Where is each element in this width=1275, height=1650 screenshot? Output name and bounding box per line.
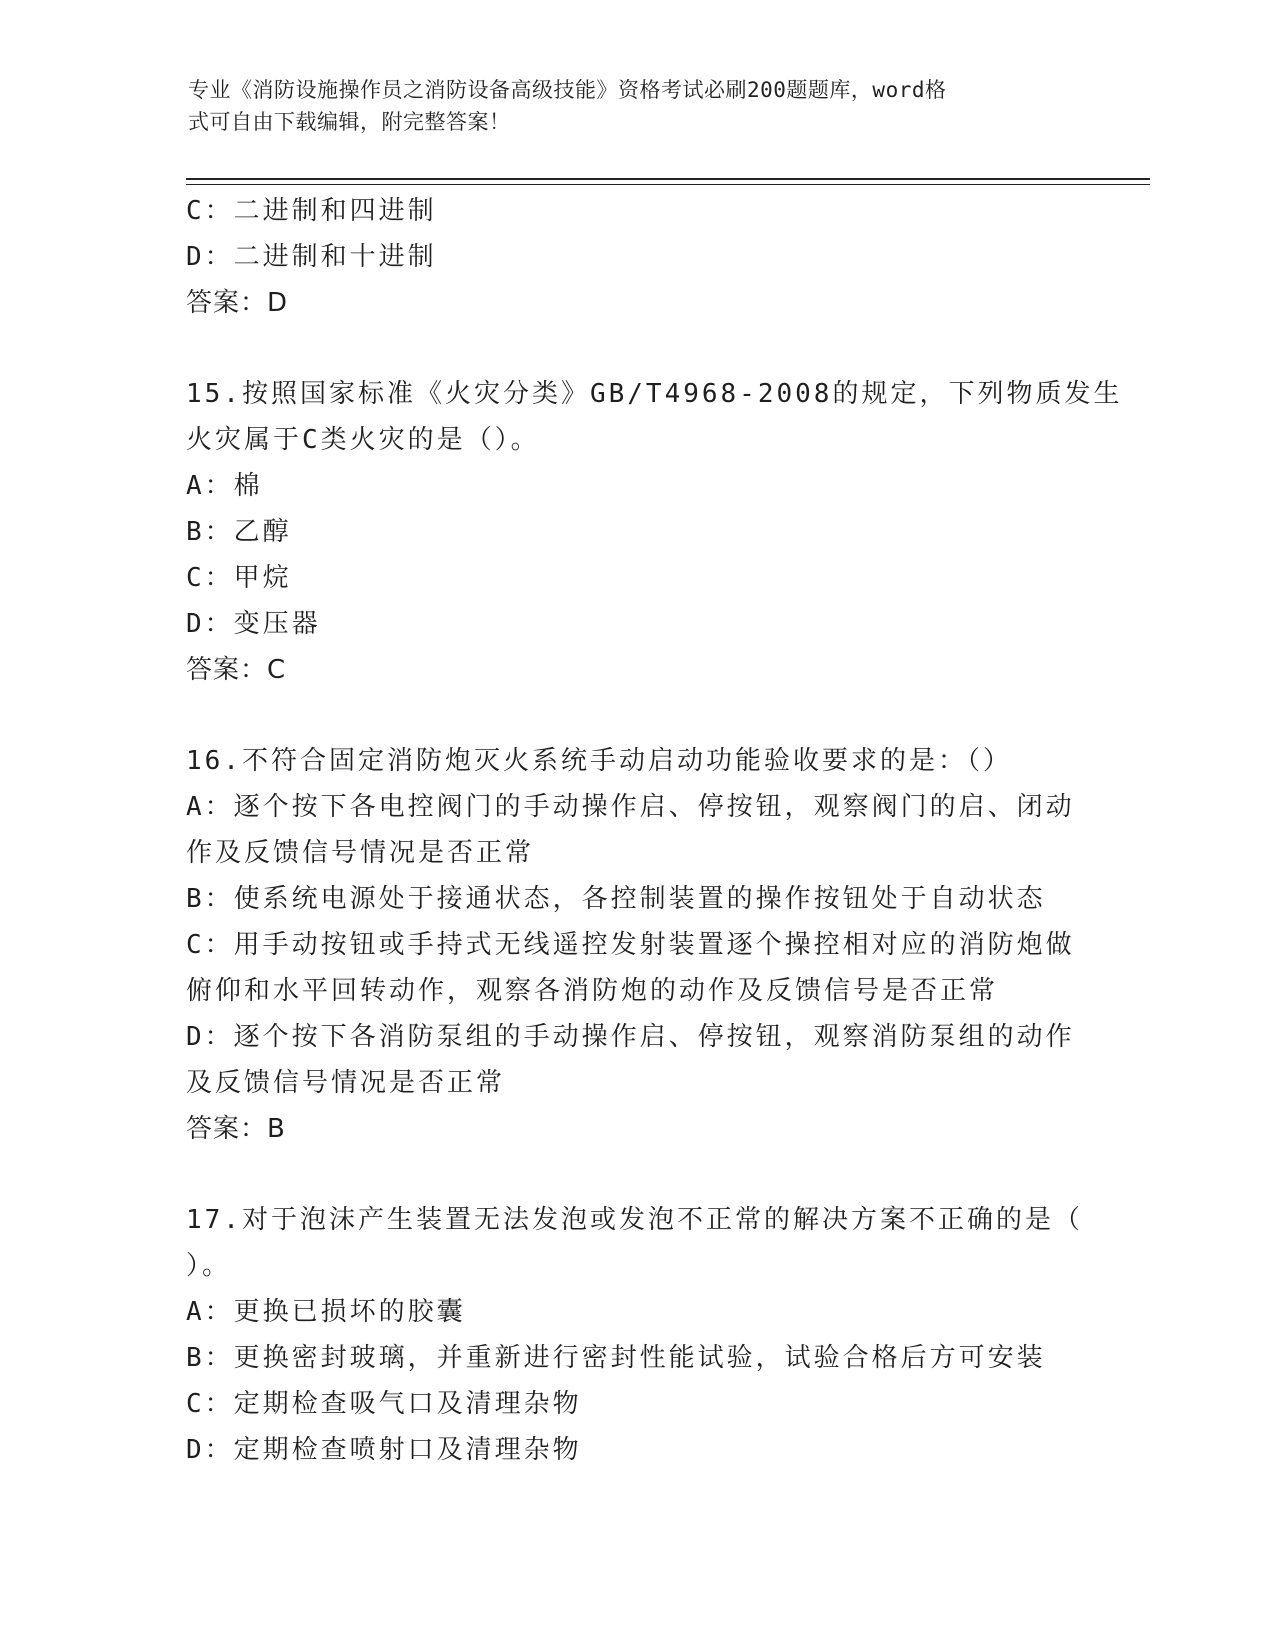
- q16-option-a-line-2: 作及反馈信号情况是否正常: [186, 838, 535, 868]
- q17-stem-line-2: ）。: [186, 1251, 232, 1281]
- question-16: [186, 738, 1086, 1152]
- q14-answer: 答案：D: [186, 288, 289, 318]
- q15-answer: 答案：C: [186, 655, 287, 685]
- header-rule-thick: [186, 178, 1150, 180]
- q15-option-d: D：变压器: [186, 609, 321, 639]
- q16-answer: 答案：B: [186, 1114, 286, 1144]
- question-content: [186, 188, 1123, 1473]
- q17-option-c: C：定期检查吸气口及清理杂物: [186, 1389, 582, 1419]
- question-17: [186, 1197, 1086, 1473]
- q16-stem-line-1: 16.不符合固定消防炮灭火系统手动启动功能验收要求的是：（）: [186, 746, 1012, 776]
- q15-stem-line-2: 火灾属于C类火灾的是（）。: [186, 425, 540, 455]
- q17-option-d: D：定期检查喷射口及清理杂物: [186, 1435, 582, 1465]
- q16-option-c-line-2: 俯仰和水平回转动作，观察各消防炮的动作及反馈信号是否正常: [186, 976, 999, 1006]
- q16-option-d-line-1: D：逐个按下各消防泵组的手动操作启、停按钮，观察消防泵组的动作: [186, 1022, 1075, 1052]
- header-line-2: 式可自由下载编辑，附完整答案！: [188, 110, 511, 134]
- q15-stem-line-1: 15.按照国家标准《火灾分类》GB/T4968-2008的规定，下列物质发生: [186, 379, 1123, 409]
- q14-option-c: C：二进制和四进制: [186, 196, 437, 226]
- spacer: [186, 693, 1086, 738]
- q17-option-b: B：更换密封玻璃，并重新进行密封性能试验，试验合格后方可安装: [186, 1343, 1046, 1373]
- question-15: [186, 371, 1123, 693]
- q16-option-b: B：使系统电源处于接通状态，各控制装置的操作按钮处于自动状态: [186, 884, 1046, 914]
- q15-option-b: B：乙醇: [186, 517, 292, 547]
- spacer: [186, 1152, 1086, 1197]
- spacer: [186, 326, 1086, 371]
- q16-option-c-line-1: C：用手动按钮或手持式无线遥控发射装置逐个操控相对应的消防炮做: [186, 930, 1075, 960]
- q17-option-a: A：更换已损坏的胶囊: [186, 1297, 466, 1327]
- question-14-tail: [186, 188, 1086, 326]
- q15-option-c: C：甲烷: [186, 563, 292, 593]
- q15-option-a: A：棉: [186, 471, 263, 501]
- q17-stem-line-1: 17.对于泡沫产生装置无法发泡或发泡不正常的解决方案不正确的是（: [186, 1205, 1083, 1235]
- document-header: [188, 74, 1088, 138]
- q16-option-a-line-1: A：逐个按下各电控阀门的手动操作启、停按钮，观察阀门的启、闭动: [186, 792, 1075, 822]
- header-rule-thin: [186, 184, 1150, 185]
- q16-option-d-line-2: 及反馈信号情况是否正常: [186, 1068, 506, 1098]
- header-line-1: 专业《消防设施操作员之消防设备高级技能》资格考试必刷200题题库，word格: [188, 78, 947, 102]
- q14-option-d: D：二进制和十进制: [186, 242, 437, 272]
